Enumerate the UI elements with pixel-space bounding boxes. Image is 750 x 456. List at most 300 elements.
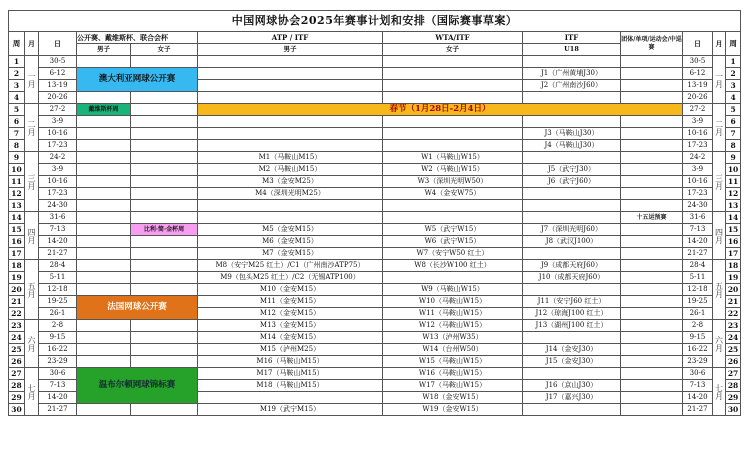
wta-cell [383,80,523,92]
gs-men-cell [77,356,131,368]
date-cell: 17-23 [39,140,77,152]
team-cell [621,368,683,380]
week-cell-right: 8 [726,140,741,152]
week-cell-right: 27 [726,368,741,380]
gs-men-cell [77,164,131,176]
atp-cell: M6（金安M15） [198,236,383,248]
wta-cell: W16（马鞍山W15） [383,368,523,380]
gs-women-cell [131,140,198,152]
gs-women-cell [131,92,198,104]
gs-women-cell [131,260,198,272]
table-row [9,332,741,344]
week-cell: 15 [9,224,25,236]
week-cell-right: 5 [726,104,741,116]
team-cell [621,128,683,140]
team-cell [621,260,683,272]
table-row [9,92,741,104]
itf-cell [523,200,621,212]
date-cell-right: 14-20 [683,236,713,248]
date-cell-right: 17-23 [683,188,713,200]
week-cell-right: 6 [726,116,741,128]
gs-women-cell [131,344,198,356]
date-cell-right: 31-6 [683,212,713,224]
week-cell-right: 19 [726,272,741,284]
gs-men-cell [77,212,131,224]
week-cell-right: 15 [726,224,741,236]
wimbledon-event: 温布尔顿网球锦标赛 [77,368,198,404]
week-cell: 18 [9,260,25,272]
week-cell: 20 [9,284,25,296]
week-cell: 11 [9,176,25,188]
week-cell: 1 [9,56,25,68]
gs-women-cell [131,200,198,212]
week-cell: 30 [9,404,25,416]
gs-women-cell [131,152,198,164]
gs-women-cell [131,116,198,128]
itf-cell: J8（武汉J100） [523,236,621,248]
wta-cell: W19（金安W15） [383,404,523,416]
date-cell-right: 26-1 [683,308,713,320]
wta-cell: W10（马鞍山W15） [383,296,523,308]
wta-cell: W11（马鞍山W15） [383,308,523,320]
itf-cell [523,284,621,296]
table-row [9,212,741,224]
date-cell-right: 24-30 [683,200,713,212]
spring-festival-event: 春节（1月28日-2月4日） [198,104,683,116]
date-cell-right: 5-11 [683,272,713,284]
atp-cell: M7（金安M15） [198,248,383,260]
col-itf: ITF [523,32,621,44]
date-cell-right: 19-25 [683,296,713,308]
team-cell [621,344,683,356]
wta-cell: W18（金安W15） [383,392,523,404]
gs-men-cell [77,404,131,416]
week-cell-right: 2 [726,68,741,80]
atp-cell [198,212,383,224]
atp-cell: M10（金安M15） [198,284,383,296]
week-cell-right: 28 [726,380,741,392]
team-cell [621,188,683,200]
week-cell: 19 [9,272,25,284]
table-row [9,128,741,140]
team-cell [621,284,683,296]
team-event: 十五运预赛 [621,212,683,224]
week-cell: 28 [9,380,25,392]
table-row [9,116,741,128]
gs-men-cell [77,260,131,272]
wta-cell: W2（马鞍山W15） [383,164,523,176]
col-itf-u18: U18 [523,44,621,56]
week-cell: 9 [9,152,25,164]
itf-cell: J13（湖州J100 红土） [523,320,621,332]
itf-cell [523,404,621,416]
col-atp-men: 男子 [198,44,383,56]
gs-women-cell [131,248,198,260]
week-cell-right: 4 [726,92,741,104]
table-row [9,104,741,116]
date-cell-right: 28-4 [683,260,713,272]
month-cell: 四月 [25,212,39,260]
team-cell [621,164,683,176]
itf-cell [523,212,621,224]
itf-cell: J3（马鞍山J30） [523,128,621,140]
date-cell-right: 10-16 [683,128,713,140]
team-cell [621,224,683,236]
week-cell: 29 [9,392,25,404]
date-cell-right: 7-13 [683,224,713,236]
gs-men-cell [77,272,131,284]
week-cell: 16 [9,236,25,248]
team-cell [621,68,683,80]
date-cell: 9-15 [39,332,77,344]
atp-cell: M11（金安M15） [198,296,383,308]
week-cell-right: 13 [726,200,741,212]
wta-cell: W17（马鞍山W15） [383,380,523,392]
team-cell [621,200,683,212]
itf-cell: J1（广州黄埔J30） [523,68,621,80]
gs-women-cell [131,212,198,224]
team-cell [621,320,683,332]
week-cell-right: 22 [726,308,741,320]
wta-cell: W15（马鞍山W15） [383,356,523,368]
week-cell-right: 16 [726,236,741,248]
itf-cell [523,116,621,128]
table-row [9,368,741,380]
date-cell-right: 7-13 [683,380,713,392]
wta-cell [383,92,523,104]
wta-cell: W9（马鞍山W15） [383,284,523,296]
team-cell [621,116,683,128]
week-cell: 2 [9,68,25,80]
atp-cell: M8（安宁M25 红土）/C1（广州南沙ATP75） [198,260,383,272]
date-cell: 30-6 [39,368,77,380]
itf-cell: J11（安宁J60 红土） [523,296,621,308]
col-month: 月 [25,32,39,56]
week-cell-right: 24 [726,332,741,344]
wta-cell [383,212,523,224]
month-cell-right: 二月 [713,104,726,152]
date-cell-right: 9-15 [683,332,713,344]
date-cell: 27-2 [39,104,77,116]
gs-men-cell [77,116,131,128]
date-cell: 16-22 [39,344,77,356]
date-cell-right: 13-19 [683,80,713,92]
davis-cup-event: 戴维斯杯周 [77,104,131,116]
team-cell [621,356,683,368]
wta-cell: W5（武宁W15） [383,224,523,236]
itf-cell: J12（琼海J100 红土） [523,308,621,320]
itf-cell: J9（成都天府J60） [523,260,621,272]
team-cell [621,296,683,308]
table-row [9,152,741,164]
wta-cell [383,116,523,128]
week-cell: 25 [9,344,25,356]
date-cell: 5-11 [39,272,77,284]
col-grand-slam: 公开赛、戴维斯杯、联合会杯 [77,32,198,44]
gs-men-cell [77,176,131,188]
week-cell: 26 [9,356,25,368]
month-cell: 二月 [25,104,39,152]
col-gs-women: 女子 [131,44,198,56]
french-open-event: 法国网球公开赛 [77,296,198,320]
gs-women-cell [131,128,198,140]
table-row [9,296,741,308]
week-cell-right: 21 [726,296,741,308]
month-cell-right: 六月 [713,320,726,368]
gs-men-cell [77,236,131,248]
gs-men-cell [77,284,131,296]
atp-cell: M16（马鞍山M15） [198,356,383,368]
col-wta: WTA/ITF [383,32,523,44]
date-cell: 3-9 [39,116,77,128]
gs-men-cell [77,320,131,332]
atp-cell [198,92,383,104]
wta-cell [383,140,523,152]
atp-cell [198,116,383,128]
month-cell: 六月 [25,320,39,368]
date-cell: 21-27 [39,248,77,260]
australian-open-event: 澳大利亚网球公开赛 [77,68,198,92]
wta-cell: W14（台州W50） [383,344,523,356]
table-row [9,356,741,368]
team-cell [621,248,683,260]
date-cell: 10-16 [39,176,77,188]
date-cell: 3-9 [39,164,77,176]
week-cell: 22 [9,308,25,320]
atp-cell: M14（金安M15） [198,332,383,344]
team-cell [621,332,683,344]
col-gs-men: 男子 [77,44,131,56]
table-row [9,344,741,356]
itf-cell [523,368,621,380]
date-cell-right: 3-9 [683,164,713,176]
wta-cell: W1（马鞍山W15） [383,152,523,164]
wta-cell [383,200,523,212]
gs-women-cell [131,332,198,344]
table-row [9,248,741,260]
itf-cell: J5（武宁J30） [523,164,621,176]
wta-cell [383,272,523,284]
wta-cell: W3（深圳光明W50） [383,176,523,188]
gs-men-cell [77,56,131,68]
date-cell-right: 16-22 [683,344,713,356]
date-cell-right: 30-6 [683,368,713,380]
col-date-right: 日 [683,32,713,56]
table-row [9,164,741,176]
date-cell-right: 21-27 [683,404,713,416]
week-cell: 10 [9,164,25,176]
date-cell: 30-5 [39,56,77,68]
team-cell [621,56,683,68]
gs-men-cell [77,92,131,104]
week-cell: 3 [9,80,25,92]
wta-cell: W7（安宁W50 红土） [383,248,523,260]
week-cell: 7 [9,128,25,140]
week-cell: 5 [9,104,25,116]
date-cell: 7-13 [39,380,77,392]
month-cell: 七月 [25,368,39,416]
week-cell: 24 [9,332,25,344]
itf-cell [523,92,621,104]
team-cell [621,380,683,392]
wta-cell [383,128,523,140]
gs-women-cell [131,356,198,368]
table-row [9,140,741,152]
table-row [9,224,741,236]
atp-cell: M9（包头M25 红土）/C2（无锡ATP100） [198,272,383,284]
gs-women-cell [131,56,198,68]
team-cell [621,92,683,104]
table-row [9,284,741,296]
date-cell: 10-16 [39,128,77,140]
week-cell: 17 [9,248,25,260]
week-cell: 13 [9,200,25,212]
atp-cell [198,140,383,152]
itf-cell: J10（成都天府J60） [523,272,621,284]
week-cell-right: 11 [726,176,741,188]
team-cell [621,80,683,92]
date-cell: 17-23 [39,188,77,200]
atp-cell: M1（马鞍山M15） [198,152,383,164]
gs-men-cell [77,200,131,212]
gs-women-cell [131,104,198,116]
week-cell-right: 29 [726,392,741,404]
wta-cell [383,56,523,68]
atp-cell [198,68,383,80]
col-week: 周 [9,32,25,56]
col-team: 团体/单项/运动会/中巡赛 [621,32,683,56]
gs-women-cell [131,188,198,200]
week-cell-right: 30 [726,404,741,416]
team-cell [621,404,683,416]
gs-men-cell [77,224,131,236]
wta-cell: W12（马鞍山W15） [383,320,523,332]
table-row [9,272,741,284]
itf-cell [523,56,621,68]
itf-cell: J16（京山J30） [523,380,621,392]
page-title: 中国网球协会2025年赛事计划和安排（国际赛事草案） [9,11,741,32]
date-cell-right: 14-20 [683,392,713,404]
itf-cell: J7（深圳光明J60） [523,224,621,236]
week-cell: 23 [9,320,25,332]
gs-women-cell [131,404,198,416]
table-row [9,176,741,188]
atp-cell: M17（马鞍山M15） [198,368,383,380]
atp-cell [198,56,383,68]
date-cell-right: 24-2 [683,152,713,164]
team-cell [621,392,683,404]
itf-cell [523,152,621,164]
atp-cell: M18（马鞍山M15） [198,380,383,392]
atp-cell: M15（泸州M25） [198,344,383,356]
week-cell-right: 17 [726,248,741,260]
date-cell: 2-8 [39,320,77,332]
wta-cell: W13（泸州W35） [383,332,523,344]
date-cell: 6-12 [39,68,77,80]
week-cell-right: 7 [726,128,741,140]
date-cell: 24-30 [39,200,77,212]
week-cell: 4 [9,92,25,104]
week-cell: 27 [9,368,25,380]
atp-cell: M5（金安M15） [198,224,383,236]
date-cell: 14-20 [39,236,77,248]
wta-cell [383,68,523,80]
date-cell: 13-19 [39,80,77,92]
itf-cell: J15（金安J30） [523,356,621,368]
gs-women-cell [131,284,198,296]
date-cell-right: 6-12 [683,68,713,80]
col-atp: ATP / ITF [198,32,383,44]
gs-men-cell [77,344,131,356]
date-cell: 20-26 [39,92,77,104]
atp-cell [198,200,383,212]
col-date: 日 [39,32,77,56]
week-cell-right: 1 [726,56,741,68]
date-cell: 31-6 [39,212,77,224]
date-cell: 12-18 [39,284,77,296]
team-cell [621,272,683,284]
week-cell-right: 10 [726,164,741,176]
date-cell-right: 10-16 [683,176,713,188]
date-cell-right: 3-9 [683,116,713,128]
date-cell-right: 12-18 [683,284,713,296]
atp-cell: M13（金安M15） [198,320,383,332]
gs-men-cell [77,128,131,140]
date-cell: 14-20 [39,392,77,404]
week-cell-right: 14 [726,212,741,224]
week-cell-right: 12 [726,188,741,200]
date-cell-right: 27-2 [683,104,713,116]
week-cell-right: 26 [726,356,741,368]
atp-cell [198,128,383,140]
date-cell: 23-29 [39,356,77,368]
team-cell [621,152,683,164]
atp-cell: M2（马鞍山M15） [198,164,383,176]
month-cell-right: 七月 [713,368,726,416]
team-cell [621,308,683,320]
col-month-right: 月 [713,32,726,56]
atp-cell: M3（金安M25） [198,176,383,188]
date-cell: 7-13 [39,224,77,236]
atp-cell [198,392,383,404]
gs-men-cell [77,332,131,344]
date-cell-right: 2-8 [683,320,713,332]
date-cell-right: 20-26 [683,92,713,104]
week-cell-right: 20 [726,284,741,296]
gs-women-cell [131,164,198,176]
date-cell: 26-1 [39,308,77,320]
fed-cup-event: 比利·简·金杯周 [131,224,198,236]
table-row [9,260,741,272]
itf-cell: J2（广州南沙J60） [523,80,621,92]
gs-women-cell [131,320,198,332]
week-cell: 21 [9,296,25,308]
date-cell: 21-27 [39,404,77,416]
gs-men-cell [77,248,131,260]
week-cell-right: 25 [726,344,741,356]
team-cell [621,140,683,152]
month-cell: 三月 [25,152,39,212]
gs-men-cell [77,188,131,200]
col-wta-women: 女子 [383,44,523,56]
itf-cell: J4（马鞍山J30） [523,140,621,152]
itf-cell [523,248,621,260]
gs-men-cell [77,140,131,152]
week-cell-right: 23 [726,320,741,332]
gs-women-cell [131,236,198,248]
wta-cell: W6（武宁W15） [383,236,523,248]
week-cell: 12 [9,188,25,200]
